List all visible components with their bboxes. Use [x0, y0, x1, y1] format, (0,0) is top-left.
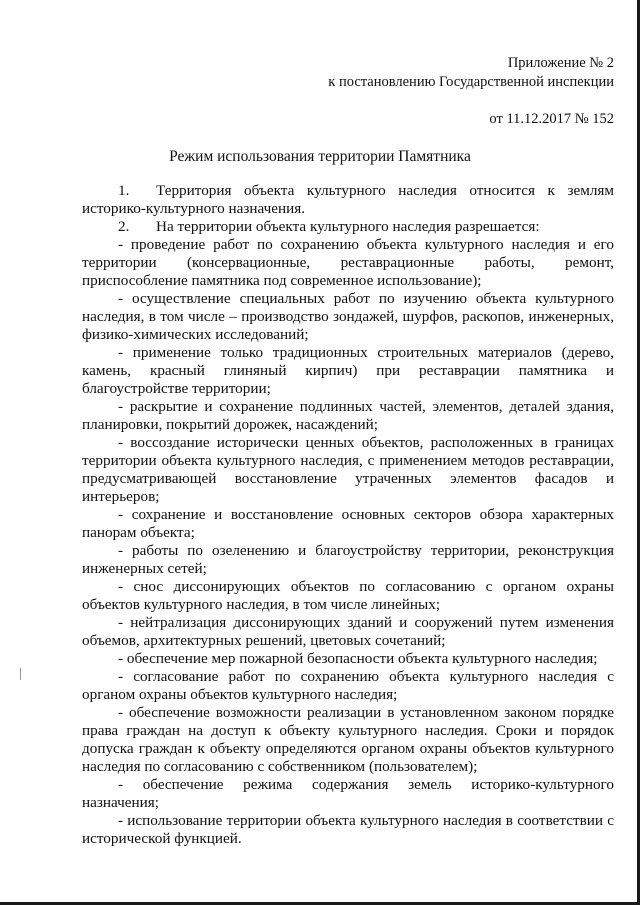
item-number: 1.	[118, 182, 130, 199]
document-title: Режим использования территории Памятника	[169, 148, 471, 165]
bullet-item: - использование территории объекта культурного наследия в соответствии с исторической функцией.	[82, 812, 614, 847]
numbered-item	[82, 218, 614, 236]
bullet-item: - обеспечение мер пожарной безопасности объекта культурного наследия;	[118, 650, 598, 667]
bullet-item: - работы по озеленению и благоустройству территории, реконструкция инженерных сетей;	[82, 542, 614, 577]
appendix-reference: к постановлению Государственной инспекции	[328, 74, 614, 90]
item-text: На территории объекта культурного наследия разрешается:	[156, 218, 540, 235]
numbered-item	[82, 182, 614, 218]
bullet-item: - сохранение и восстановление основных секторов обзора характерных панорам объекта;	[82, 506, 614, 541]
item-number: 2.	[118, 218, 130, 235]
bullet-item: - раскрытие и сохранение подлинных частей, элементов, деталей здания, планировки, покрытий дорожек, насаждений;	[82, 398, 614, 433]
document-body	[82, 182, 614, 848]
appendix-date: от 11.12.2017 № 152	[489, 111, 614, 127]
appendix-number: Приложение № 2	[507, 55, 614, 71]
bullet-item: - обеспечение возможности реализации в установленном законом порядке права граждан на доступ к объекту культурного наследия. Сроки и порядок допуска граждан к объекту определяются органом охраны объектов культурного наследия по согласованию с собственником (пользователем);	[82, 704, 614, 775]
bullet-item: - снос диссонирующих объектов по согласованию с органом охраны объектов культурного наследия, в том числе линейных;	[82, 578, 614, 613]
bullet-item: - согласование работ по сохранению объекта культурного наследия с органом охраны объектов культурного наследия;	[82, 668, 614, 703]
bullet-item: - осуществление специальных работ по изучению объекта культурного наследия, в том числе – производство зондажей, шурфов, раскопов, инженерных, физико-химических исследований;	[82, 290, 614, 343]
scan-speck	[20, 668, 21, 680]
bullet-item: - применение только традиционных строительных материалов (дерево, камень, красный глиняный кирпич) при реставрации памятника и благоустройстве территории;	[82, 344, 614, 397]
item-text: Территория объекта культурного наследия относится к землям историко-культурного назначения.	[82, 182, 614, 217]
bullet-item: - нейтрализация диссонирующих зданий и сооружений путем изменения объемов, архитектурных решений, цветовых сочетаний;	[82, 614, 614, 649]
appendix-header	[328, 54, 614, 129]
bullet-item: - воссоздание исторически ценных объектов, расположенных в границах территории объекта культурного наследия, с применением методов реставрации, предусматривающей восстановление утраченных элементов фасадов и интерьеров;	[82, 434, 614, 505]
bullet-item: - проведение работ по сохранению объекта культурного наследия и его территории (консервационные, реставрационные работы, ремонт, приспособление памятника под современное использование);	[82, 236, 614, 289]
bullet-item: - обеспечение режима содержания земель историко-культурного назначения;	[82, 776, 614, 811]
